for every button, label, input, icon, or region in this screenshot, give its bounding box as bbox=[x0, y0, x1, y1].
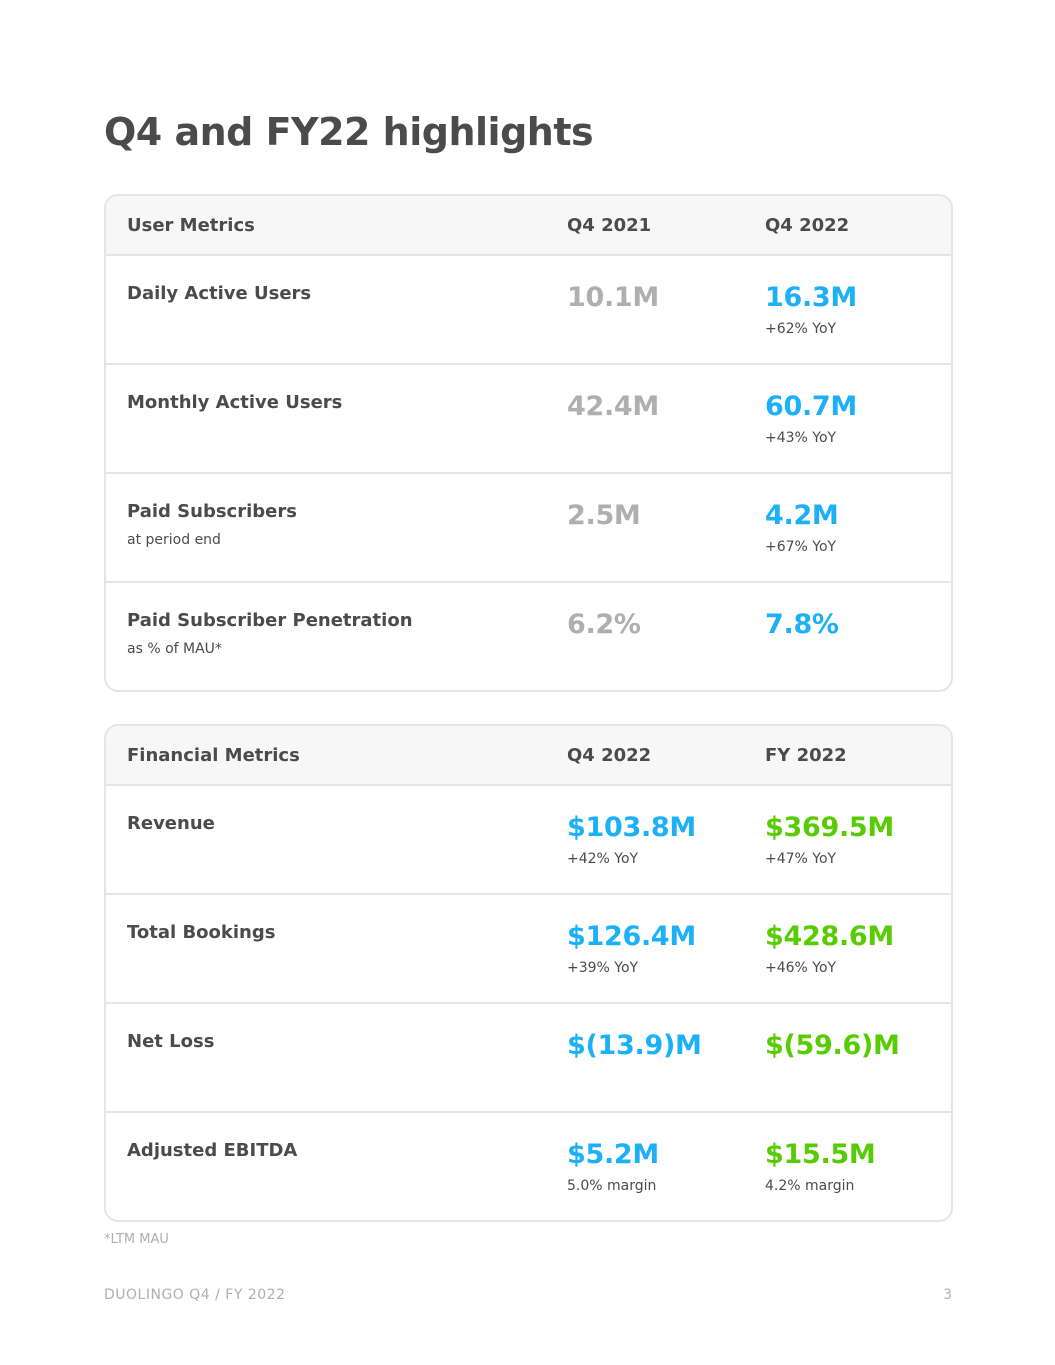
header-col-fy-2022: FY 2022 bbox=[765, 744, 847, 766]
value-prior: 2.5M bbox=[567, 500, 641, 531]
yoy-change: +62% YoY bbox=[765, 321, 837, 337]
row-label: Revenue bbox=[127, 813, 215, 834]
value-quarter: $103.8M bbox=[567, 812, 696, 843]
financial-metrics-table bbox=[104, 724, 953, 1222]
yoy-change: +67% YoY bbox=[765, 539, 837, 555]
table-row-total-bookings bbox=[106, 895, 951, 1004]
margin: 4.2% margin bbox=[765, 1178, 855, 1194]
value-year: $15.5M bbox=[765, 1139, 876, 1170]
table-row-net-loss bbox=[106, 1004, 951, 1113]
row-label: Net Loss bbox=[127, 1031, 215, 1052]
user-metrics-table bbox=[104, 194, 953, 692]
table-row-paid-subscriber-penetration bbox=[106, 583, 951, 690]
table-row-adjusted-ebitda bbox=[106, 1113, 951, 1220]
yoy-change: +39% YoY bbox=[567, 960, 639, 976]
value-quarter: $(13.9)M bbox=[567, 1030, 702, 1061]
header-label: User Metrics bbox=[127, 214, 255, 236]
table-row-daily-active-users bbox=[106, 256, 951, 365]
table-header bbox=[106, 726, 951, 786]
footnote: *LTM MAU bbox=[104, 1232, 169, 1247]
row-label: Paid Subscribers bbox=[127, 501, 297, 522]
value-year: $(59.6)M bbox=[765, 1030, 900, 1061]
value-prior: 10.1M bbox=[567, 282, 659, 313]
table-row-revenue bbox=[106, 786, 951, 895]
value-current: 7.8% bbox=[765, 609, 839, 640]
row-label: Paid Subscriber Penetration bbox=[127, 610, 413, 631]
yoy-change: +47% YoY bbox=[765, 851, 837, 867]
table-header bbox=[106, 196, 951, 256]
value-prior: 6.2% bbox=[567, 609, 641, 640]
row-label: Total Bookings bbox=[127, 922, 276, 943]
row-sublabel: at period end bbox=[127, 532, 221, 548]
table-row-paid-subscribers bbox=[106, 474, 951, 583]
row-label: Adjusted EBITDA bbox=[127, 1140, 298, 1161]
value-prior: 42.4M bbox=[567, 391, 659, 422]
row-label: Monthly Active Users bbox=[127, 392, 343, 413]
footer-company: DUOLINGO Q4 / FY 2022 bbox=[104, 1287, 286, 1303]
value-current: 4.2M bbox=[765, 500, 839, 531]
value-year: $428.6M bbox=[765, 921, 894, 952]
row-label: Daily Active Users bbox=[127, 283, 312, 304]
row-sublabel: as % of MAU* bbox=[127, 641, 222, 657]
value-quarter: $5.2M bbox=[567, 1139, 659, 1170]
page-title: Q4 and FY22 highlights bbox=[104, 110, 594, 154]
value-current: 60.7M bbox=[765, 391, 857, 422]
yoy-change: +42% YoY bbox=[567, 851, 639, 867]
yoy-change: +43% YoY bbox=[765, 430, 837, 446]
table-row-monthly-active-users bbox=[106, 365, 951, 474]
header-col-q4-2022: Q4 2022 bbox=[765, 214, 850, 236]
value-current: 16.3M bbox=[765, 282, 857, 313]
yoy-change: +46% YoY bbox=[765, 960, 837, 976]
page-number: 3 bbox=[943, 1287, 952, 1303]
value-quarter: $126.4M bbox=[567, 921, 696, 952]
header-label: Financial Metrics bbox=[127, 744, 300, 766]
header-col-q4-2021: Q4 2021 bbox=[567, 214, 652, 236]
value-year: $369.5M bbox=[765, 812, 894, 843]
header-col-q4-2022: Q4 2022 bbox=[567, 744, 652, 766]
margin: 5.0% margin bbox=[567, 1178, 657, 1194]
